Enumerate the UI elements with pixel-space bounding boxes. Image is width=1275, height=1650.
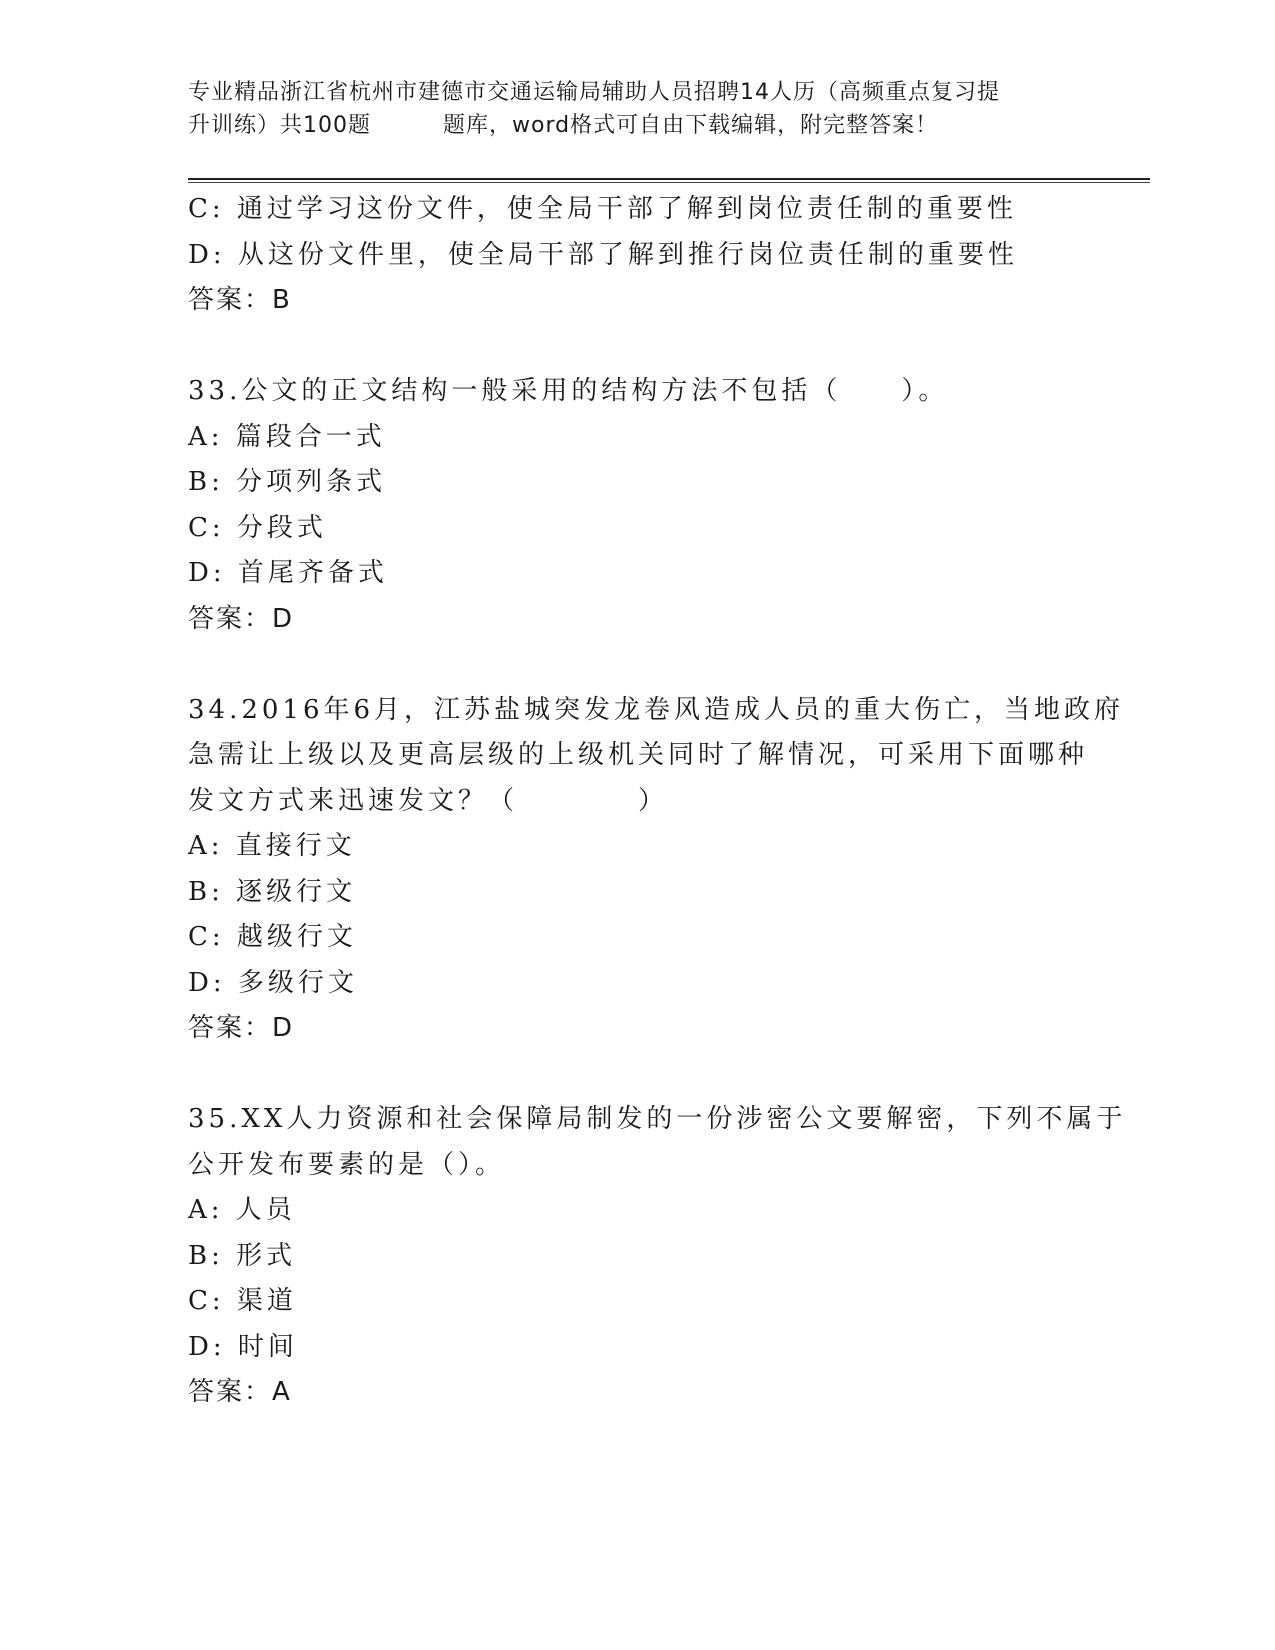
question-stem-line-2: 公开发布要素的是（）。 bbox=[188, 1149, 506, 1180]
question-34 bbox=[188, 688, 1125, 1052]
answer-line: 答案：A bbox=[188, 1377, 292, 1407]
question-stem-line-3: 发文方式来迅速发文？（ ） bbox=[188, 785, 669, 816]
header-line-2-right: 题库，word格式可自由下载编辑，附完整答案！ bbox=[443, 113, 939, 138]
option-c: C: 通过学习这份文件，使全局干部了解到岗位责任制的重要性 bbox=[188, 194, 1017, 224]
question-stem-line-1: 34.2016年6月，江苏盐城突发龙卷风造成人员的重大伤亡，当地政府 bbox=[188, 694, 1125, 725]
answer-line: 答案：D bbox=[188, 1013, 295, 1043]
header-line-1: 专业精品浙江省杭州市建德市交通运输局辅助人员招聘14人历（高频重点复习提 bbox=[188, 80, 1000, 105]
option-b: B: 分项列条式 bbox=[188, 467, 387, 497]
question-33 bbox=[188, 369, 1088, 642]
option-a: A: 篇段合一式 bbox=[188, 421, 386, 452]
option-c: C: 渠道 bbox=[188, 1286, 297, 1316]
question-stem-line-2: 急需让上级以及更高层级的上级机关同时了解情况，可采用下面哪种 bbox=[188, 740, 1089, 770]
header-divider-thin bbox=[188, 182, 1150, 183]
question-32-tail bbox=[188, 187, 1088, 324]
option-a: A: 人员 bbox=[188, 1195, 296, 1225]
question-stem-line-1: 35.XX人力资源和社会保障局制发的一份涉密公文要解密，下列不属于 bbox=[188, 1104, 1127, 1134]
header-divider-thick bbox=[188, 178, 1150, 180]
option-d: D: 从这份文件里，使全局干部了解到推行岗位责任制的重要性 bbox=[188, 239, 1018, 270]
option-d: D: 首尾齐备式 bbox=[188, 558, 388, 588]
option-b: B: 逐级行文 bbox=[188, 876, 357, 907]
header-line-2 bbox=[188, 109, 1078, 142]
answer-line: 答案：D bbox=[188, 603, 295, 634]
option-b: B: 形式 bbox=[188, 1240, 297, 1271]
question-35 bbox=[188, 1097, 1127, 1416]
answer-line: 答案：B bbox=[188, 285, 292, 315]
option-c: C: 越级行文 bbox=[188, 922, 357, 952]
option-d: D: 多级行文 bbox=[188, 967, 358, 998]
option-a: A: 直接行文 bbox=[188, 831, 356, 861]
option-c: C: 分段式 bbox=[188, 512, 327, 543]
document-header bbox=[188, 76, 1078, 142]
question-stem: 33.公文的正文结构一般采用的结构方法不包括（ ）。 bbox=[188, 376, 949, 406]
option-d: D: 时间 bbox=[188, 1331, 298, 1362]
header-line-2-left: 升训练）共100题 bbox=[188, 113, 371, 138]
question-content bbox=[188, 187, 1127, 1416]
